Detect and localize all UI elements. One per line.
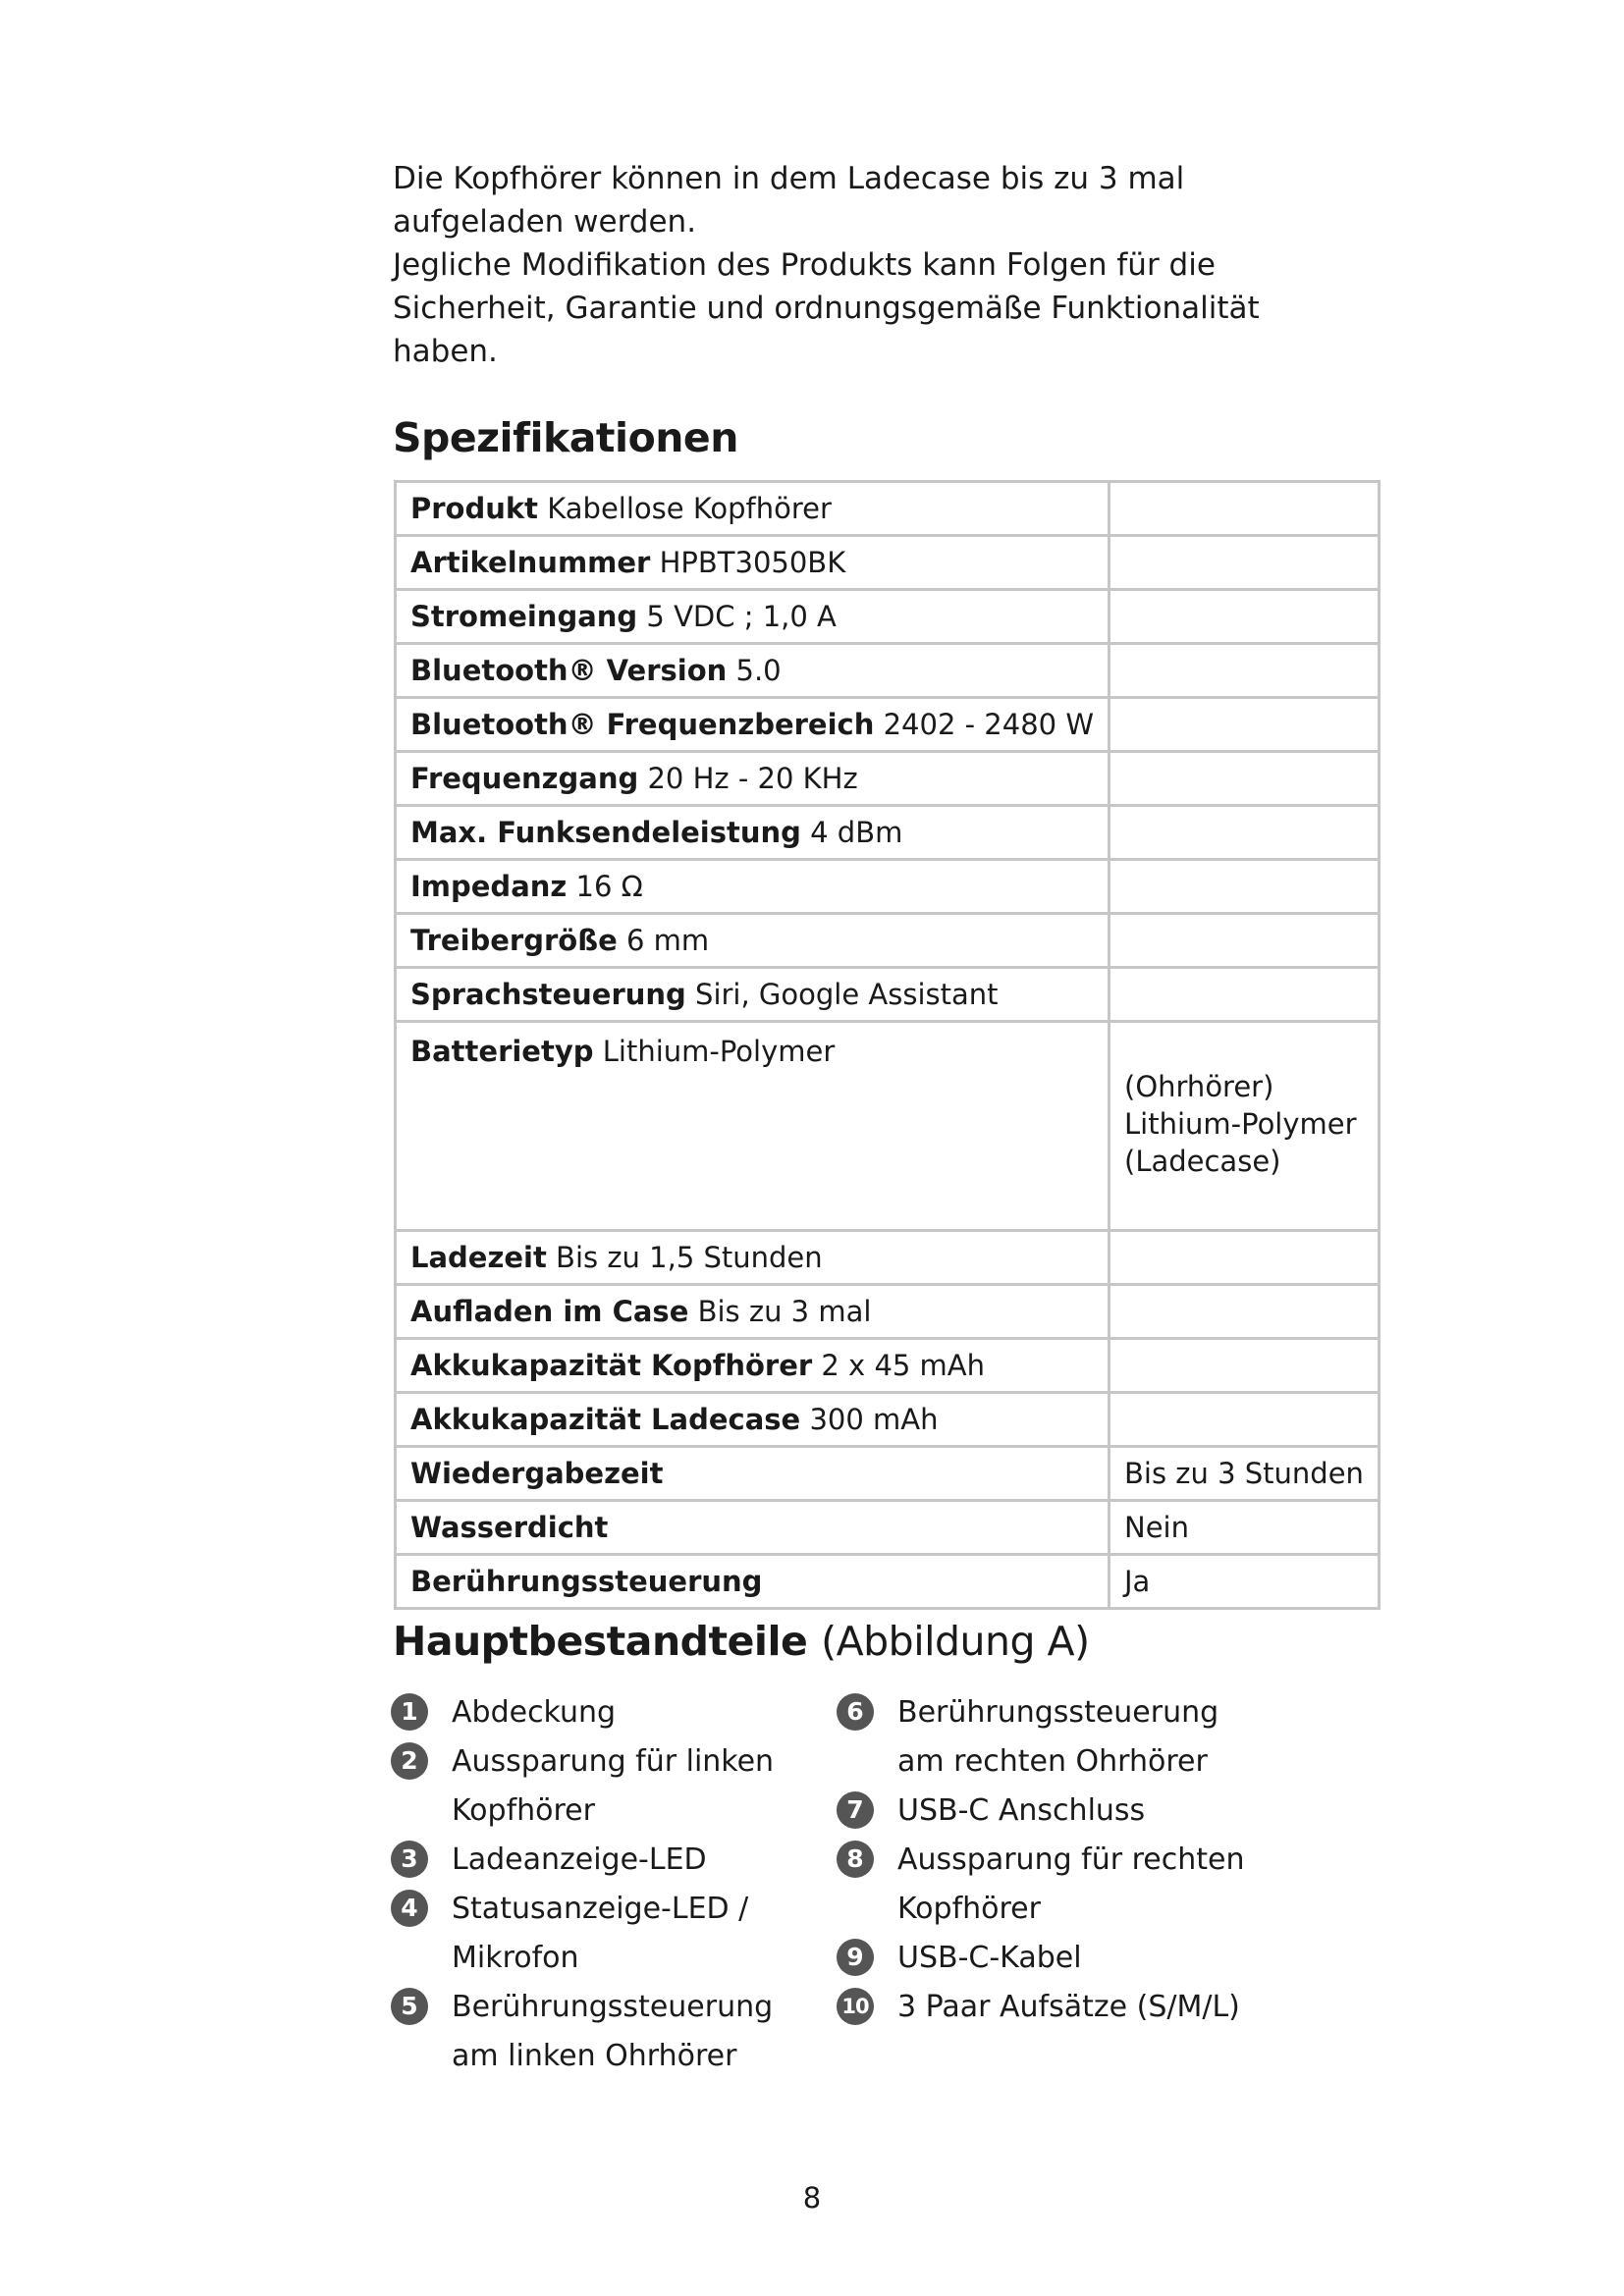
part-item [391, 1737, 823, 1836]
spec-label: Berührungssteuerung [410, 1565, 763, 1598]
parts-list-right [837, 1688, 1269, 2032]
spec-label: Wasserdicht [410, 1511, 609, 1544]
parts-list-left [391, 1688, 823, 2081]
spec-cell-extra [1110, 482, 1380, 536]
spec-label: Ladezeit [410, 1241, 547, 1274]
spec-cell-extra [1110, 536, 1380, 590]
spec-value: Bis zu 3 mal [697, 1295, 872, 1328]
spec-cell-label [396, 914, 1110, 968]
intro-text [393, 157, 1276, 373]
part-number-badge: 1 [391, 1693, 428, 1731]
spec-row [396, 1393, 1380, 1447]
spec-row [396, 1231, 1380, 1285]
part-number-badge: 8 [837, 1841, 874, 1878]
spec-cell-label [396, 806, 1110, 860]
spec-value: 5.0 [735, 654, 782, 687]
page-number: 8 [802, 2181, 822, 2215]
part-label: Berührungssteuerung am rechten Ohrhörer [897, 1695, 1219, 1779]
spec-cell-extra [1110, 1339, 1380, 1393]
spec-table-body [396, 482, 1380, 1609]
spec-label: Produkt [410, 492, 539, 525]
spec-label: Wiedergabezeit [410, 1457, 664, 1490]
spec-cell-extra: Nein [1110, 1501, 1380, 1555]
spec-cell-label [396, 590, 1110, 644]
spec-value: Lithium-Polymer [602, 1035, 836, 1068]
spec-cell-label [396, 1285, 1110, 1339]
part-number-badge: 9 [837, 1939, 874, 1976]
part-item [837, 1688, 1269, 1787]
main-heading [393, 1618, 1090, 1665]
spec-label: Stromeingang [410, 600, 638, 633]
spec-cell-label [396, 1393, 1110, 1447]
intro-paragraph-2: Jegliche Modifikation des Produkts kann Folgen für die Sicherheit, Garantie und ordnungsgemäße Funktionalität haben. [393, 247, 1260, 369]
spec-row [396, 860, 1380, 914]
spec-value: 5 VDC ; 1,0 A [646, 600, 837, 633]
spec-cell-label [396, 860, 1110, 914]
part-label: Aussparung für rechten Kopfhörer [897, 1842, 1245, 1926]
spec-cell-label [396, 644, 1110, 698]
part-number-badge: 2 [391, 1742, 428, 1780]
spec-label: Bluetooth® Version [410, 654, 728, 687]
spec-cell-label [396, 698, 1110, 752]
spec-cell-extra [1110, 590, 1380, 644]
part-label: USB-C Anschluss [897, 1793, 1146, 1828]
spec-value: 16 Ω [575, 870, 643, 903]
spec-cell-extra: (Ohrhörer) Lithium-Polymer (Ladecase) [1110, 1022, 1380, 1231]
spec-value: HPBT3050BK [659, 546, 846, 579]
part-number-badge: 5 [391, 1988, 428, 2025]
spec-row [396, 1022, 1380, 1231]
spec-value: 2402 - 2480 W [883, 708, 1094, 741]
spec-value: Siri, Google Assistant [695, 978, 999, 1011]
spec-label: Akkukapazität Ladecase [410, 1403, 801, 1436]
part-label: Berührungssteuerung am linken Ohrhörer [452, 1990, 774, 2073]
part-number-badge: 10 [837, 1988, 874, 2025]
spec-label: Artikelnummer [410, 546, 651, 579]
spec-cell-extra [1110, 698, 1380, 752]
spec-cell-extra [1110, 752, 1380, 806]
spec-table [394, 480, 1380, 1610]
part-item [391, 1836, 823, 1885]
spec-value: 20 Hz - 20 KHz [647, 762, 858, 795]
part-label: USB-C-Kabel [897, 1941, 1082, 1975]
spec-label: Akkukapazität Kopfhörer [410, 1349, 813, 1382]
spec-cell-label [396, 968, 1110, 1022]
spec-cell-label [396, 1555, 1110, 1609]
spec-label: Aufladen im Case [410, 1295, 689, 1328]
spec-cell-extra [1110, 1285, 1380, 1339]
spec-cell-extra [1110, 1393, 1380, 1447]
part-label: Abdeckung [452, 1695, 617, 1730]
spec-row [396, 806, 1380, 860]
spec-cell-extra [1110, 914, 1380, 968]
spec-row [396, 482, 1380, 536]
spec-value: 4 dBm [810, 816, 903, 849]
spec-row [396, 698, 1380, 752]
part-number-badge: 7 [837, 1791, 874, 1829]
spec-cell-label [396, 1022, 1110, 1231]
spec-cell-label [396, 1231, 1110, 1285]
spec-heading: Spezifikationen [393, 414, 738, 461]
spec-cell-extra [1110, 968, 1380, 1022]
part-number-badge: 3 [391, 1841, 428, 1878]
spec-value: Kabellose Kopfhörer [547, 492, 832, 525]
spec-label: Bluetooth® Frequenzbereich [410, 708, 875, 741]
spec-row [396, 1285, 1380, 1339]
spec-row [396, 644, 1380, 698]
spec-row [396, 914, 1380, 968]
spec-cell-label [396, 1447, 1110, 1501]
spec-cell-label [396, 1339, 1110, 1393]
main-heading-bold: Hauptbestandteile [393, 1618, 808, 1665]
part-item [391, 1983, 823, 2081]
part-label: Aussparung für linken Kopfhörer [452, 1744, 775, 1828]
part-item [837, 1983, 1269, 2032]
spec-label: Treibergröße [410, 924, 618, 957]
spec-label: Frequenzgang [410, 762, 639, 795]
spec-row [396, 590, 1380, 644]
spec-cell-extra [1110, 1231, 1380, 1285]
part-label: 3 Paar Aufsätze (S/M/L) [897, 1990, 1240, 2024]
spec-cell-extra [1110, 644, 1380, 698]
part-item [391, 1688, 823, 1737]
spec-value: 2 x 45 mAh [821, 1349, 986, 1382]
spec-row [396, 536, 1380, 590]
main-heading-rest: (Abbildung A) [821, 1618, 1090, 1665]
spec-label: Batterietyp [410, 1035, 594, 1068]
part-item [391, 1885, 823, 1983]
spec-cell-label [396, 1501, 1110, 1555]
spec-label: Max. Funksendeleistung [410, 816, 801, 849]
spec-label: Sprachsteuerung [410, 978, 686, 1011]
spec-cell-label [396, 482, 1110, 536]
spec-value: 6 mm [625, 924, 710, 957]
spec-row [396, 1555, 1380, 1609]
part-number-badge: 6 [837, 1693, 874, 1731]
spec-cell-extra [1110, 860, 1380, 914]
spec-cell-extra: Bis zu 3 Stunden [1110, 1447, 1380, 1501]
spec-row [396, 752, 1380, 806]
spec-row [396, 968, 1380, 1022]
part-number-badge: 4 [391, 1890, 428, 1927]
part-item [837, 1934, 1269, 1983]
spec-value: 300 mAh [809, 1403, 939, 1436]
spec-row [396, 1501, 1380, 1555]
spec-cell-label [396, 752, 1110, 806]
spec-label: Impedanz [410, 870, 568, 903]
spec-row [396, 1447, 1380, 1501]
part-item [837, 1787, 1269, 1836]
spec-row [396, 1339, 1380, 1393]
part-item [837, 1836, 1269, 1934]
part-label: Statusanzeige-LED / Mikrofon [452, 1892, 749, 1975]
part-label: Ladeanzeige-LED [452, 1842, 707, 1877]
spec-value: Bis zu 1,5 Stunden [556, 1241, 823, 1274]
spec-cell-extra [1110, 806, 1380, 860]
spec-cell-label [396, 536, 1110, 590]
intro-paragraph-1: Die Kopfhörer können in dem Ladecase bis zu 3 mal aufgeladen werden. [393, 161, 1185, 240]
spec-cell-extra: Ja [1110, 1555, 1380, 1609]
